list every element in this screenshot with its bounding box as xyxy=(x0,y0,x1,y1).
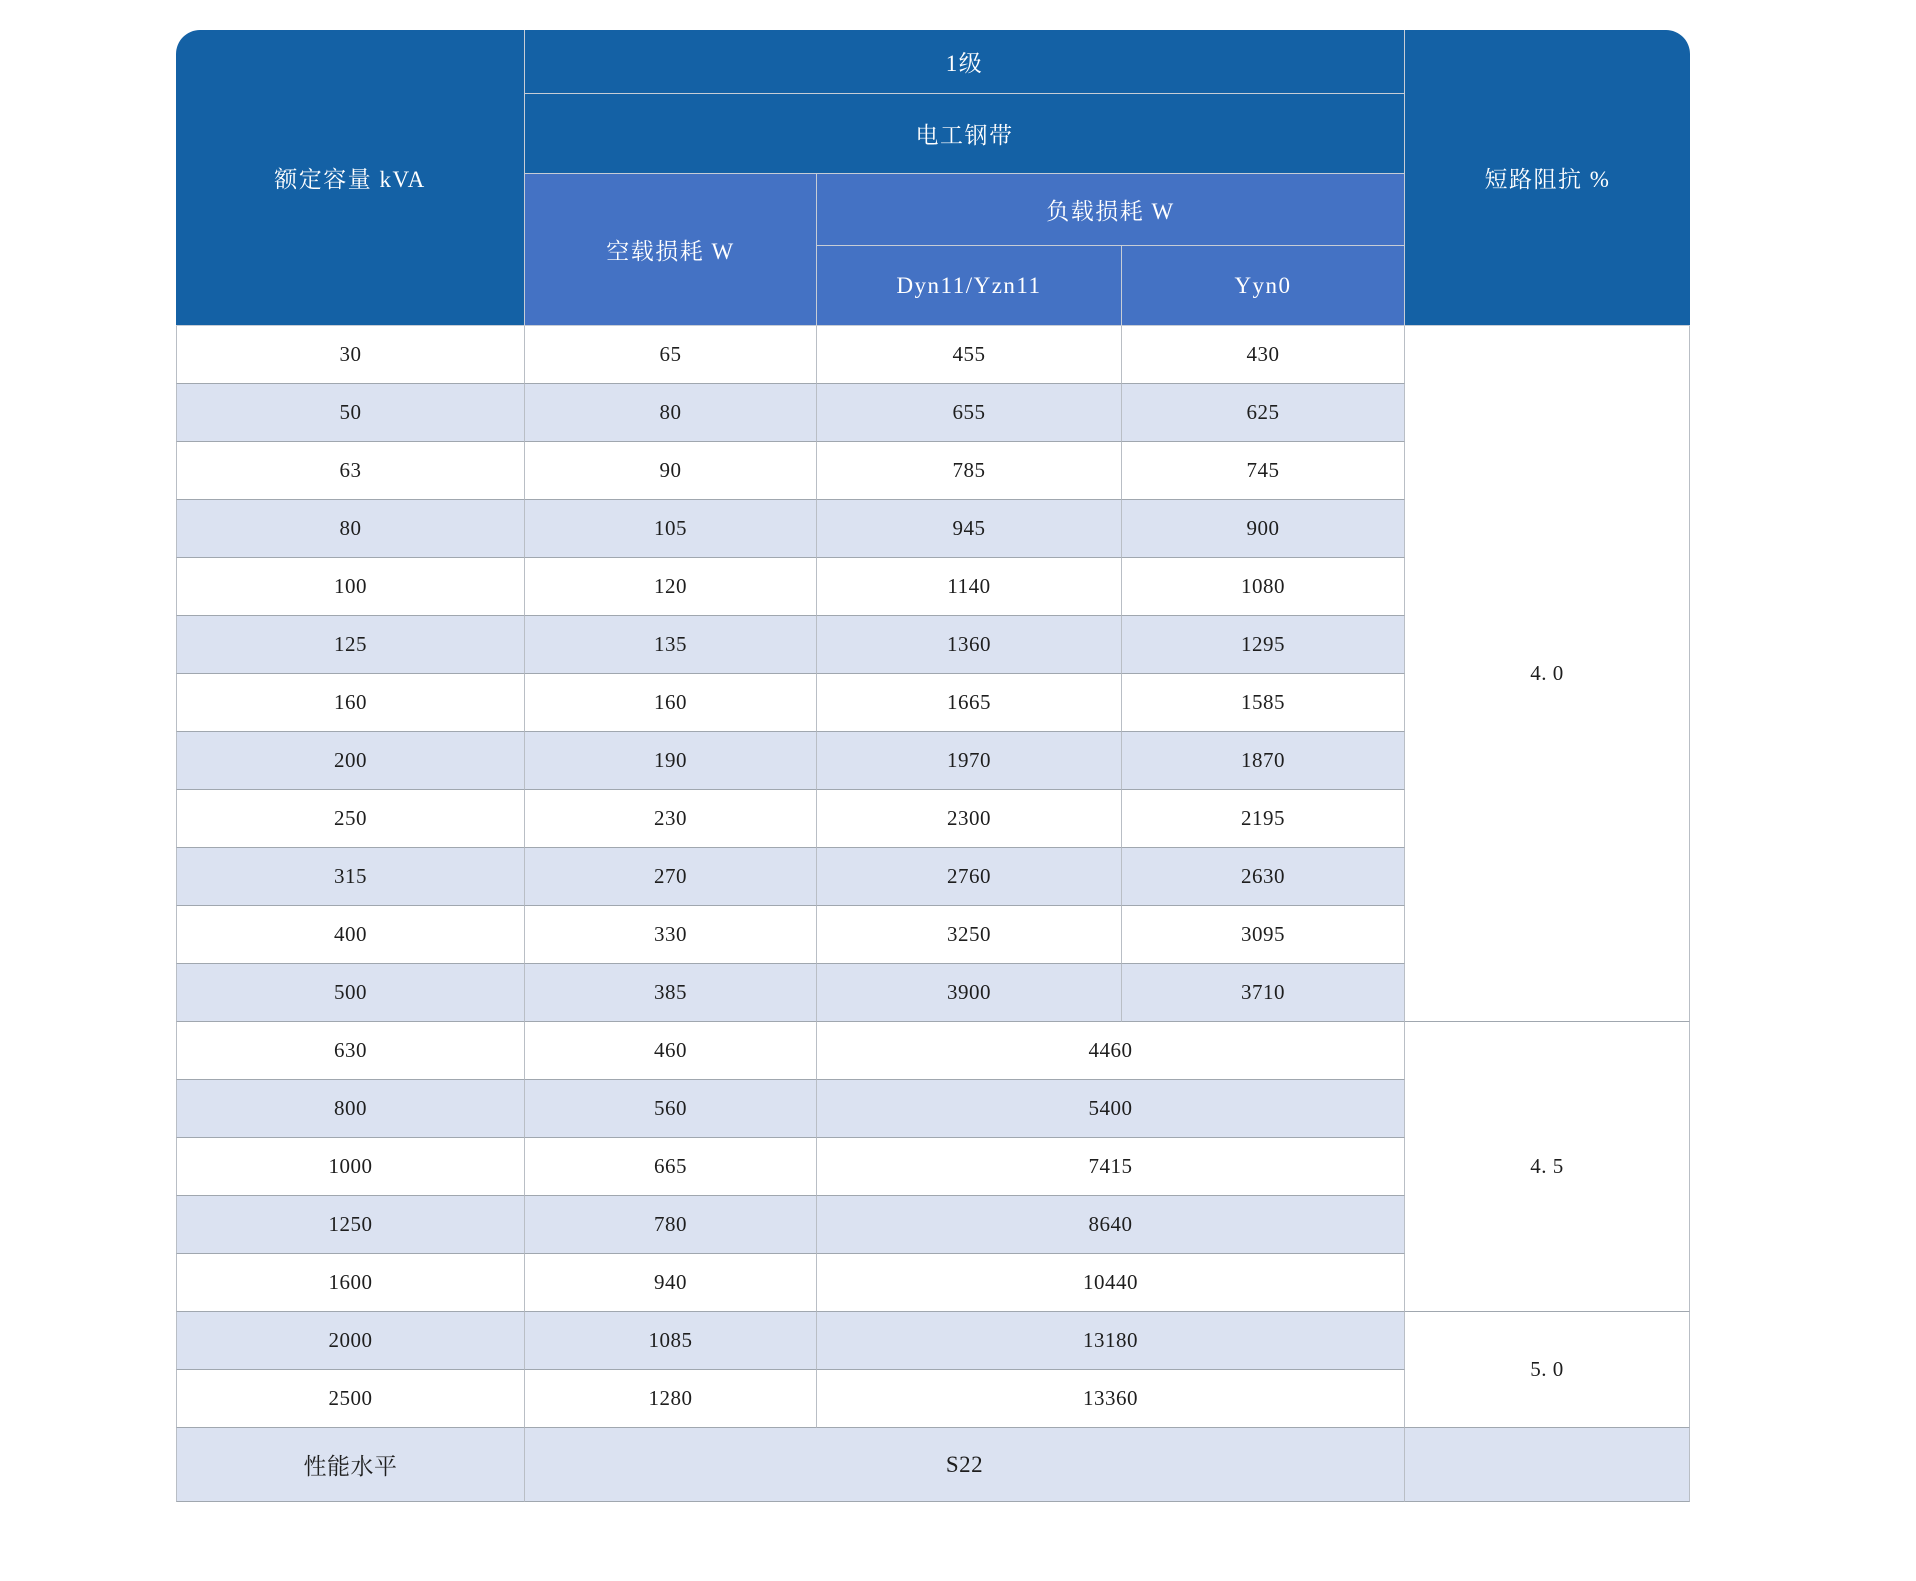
cell-capacity: 630 xyxy=(176,1022,525,1080)
cell-capacity: 1250 xyxy=(176,1196,525,1254)
table-row xyxy=(176,1312,1690,1370)
cell-load-loss-dyn: 3900 xyxy=(817,964,1122,1022)
cell-capacity: 63 xyxy=(176,442,525,500)
cell-load-loss-yyn0: 1585 xyxy=(1122,674,1405,732)
cell-impedance-group-3: 5. 0 xyxy=(1405,1312,1690,1428)
cell-capacity: 100 xyxy=(176,558,525,616)
cell-no-load-loss: 230 xyxy=(525,790,817,848)
cell-load-loss-dyn: 655 xyxy=(817,384,1122,442)
cell-load-loss-merged: 8640 xyxy=(817,1196,1405,1254)
cell-no-load-loss: 385 xyxy=(525,964,817,1022)
header-load-loss: 负载损耗 W xyxy=(817,174,1405,246)
cell-no-load-loss: 105 xyxy=(525,500,817,558)
performance-level-row xyxy=(176,1428,1690,1502)
cell-load-loss-merged: 13180 xyxy=(817,1312,1405,1370)
cell-no-load-loss: 270 xyxy=(525,848,817,906)
cell-load-loss-merged: 5400 xyxy=(817,1080,1405,1138)
cell-load-loss-yyn0: 3095 xyxy=(1122,906,1405,964)
cell-load-loss-dyn: 945 xyxy=(817,500,1122,558)
cell-impedance-group-1: 4. 0 xyxy=(1405,326,1690,1022)
cell-no-load-loss: 190 xyxy=(525,732,817,790)
cell-load-loss-merged: 4460 xyxy=(817,1022,1405,1080)
cell-capacity: 400 xyxy=(176,906,525,964)
header-conn-dyn11: Dyn11/Yzn11 xyxy=(817,246,1122,326)
cell-capacity: 1600 xyxy=(176,1254,525,1312)
cell-impedance-group-2: 4. 5 xyxy=(1405,1022,1690,1312)
cell-load-loss-yyn0: 2630 xyxy=(1122,848,1405,906)
cell-no-load-loss: 80 xyxy=(525,384,817,442)
header-level: 1级 xyxy=(525,30,1405,94)
transformer-spec-table-card xyxy=(176,30,1690,1502)
cell-no-load-loss: 1280 xyxy=(525,1370,817,1428)
cell-load-loss-dyn: 2300 xyxy=(817,790,1122,848)
cell-no-load-loss: 665 xyxy=(525,1138,817,1196)
cell-load-loss-dyn: 455 xyxy=(817,326,1122,384)
cell-load-loss-dyn: 1970 xyxy=(817,732,1122,790)
cell-load-loss-dyn: 3250 xyxy=(817,906,1122,964)
cell-capacity: 30 xyxy=(176,326,525,384)
cell-load-loss-yyn0: 900 xyxy=(1122,500,1405,558)
cell-capacity: 250 xyxy=(176,790,525,848)
cell-load-loss-yyn0: 1295 xyxy=(1122,616,1405,674)
cell-no-load-loss: 780 xyxy=(525,1196,817,1254)
cell-capacity: 2500 xyxy=(176,1370,525,1428)
cell-no-load-loss: 560 xyxy=(525,1080,817,1138)
header-material: 电工钢带 xyxy=(525,94,1405,174)
cell-load-loss-dyn: 1140 xyxy=(817,558,1122,616)
cell-load-loss-yyn0: 430 xyxy=(1122,326,1405,384)
cell-load-loss-yyn0: 2195 xyxy=(1122,790,1405,848)
cell-no-load-loss: 90 xyxy=(525,442,817,500)
cell-capacity: 80 xyxy=(176,500,525,558)
cell-capacity: 125 xyxy=(176,616,525,674)
cell-capacity: 2000 xyxy=(176,1312,525,1370)
table-row xyxy=(176,1022,1690,1080)
cell-load-loss-dyn: 1665 xyxy=(817,674,1122,732)
cell-capacity: 50 xyxy=(176,384,525,442)
performance-level-value: S22 xyxy=(525,1428,1405,1502)
cell-load-loss-yyn0: 3710 xyxy=(1122,964,1405,1022)
cell-load-loss-yyn0: 1080 xyxy=(1122,558,1405,616)
cell-load-loss-yyn0: 625 xyxy=(1122,384,1405,442)
cell-load-loss-yyn0: 1870 xyxy=(1122,732,1405,790)
table-row xyxy=(176,326,1690,384)
cell-capacity: 1000 xyxy=(176,1138,525,1196)
cell-capacity: 160 xyxy=(176,674,525,732)
cell-capacity: 500 xyxy=(176,964,525,1022)
cell-load-loss-dyn: 2760 xyxy=(817,848,1122,906)
transformer-spec-table xyxy=(176,30,1690,1502)
cell-load-loss-yyn0: 745 xyxy=(1122,442,1405,500)
cell-no-load-loss: 460 xyxy=(525,1022,817,1080)
cell-capacity: 800 xyxy=(176,1080,525,1138)
cell-load-loss-dyn: 785 xyxy=(817,442,1122,500)
cell-no-load-loss: 65 xyxy=(525,326,817,384)
cell-load-loss-dyn: 1360 xyxy=(817,616,1122,674)
header-impedance: 短路阻抗 % xyxy=(1405,30,1690,326)
cell-no-load-loss: 330 xyxy=(525,906,817,964)
cell-no-load-loss: 120 xyxy=(525,558,817,616)
performance-level-impedance-empty xyxy=(1405,1428,1690,1502)
cell-capacity: 200 xyxy=(176,732,525,790)
cell-load-loss-merged: 13360 xyxy=(817,1370,1405,1428)
cell-load-loss-merged: 7415 xyxy=(817,1138,1405,1196)
cell-load-loss-merged: 10440 xyxy=(817,1254,1405,1312)
cell-no-load-loss: 160 xyxy=(525,674,817,732)
cell-no-load-loss: 940 xyxy=(525,1254,817,1312)
header-rated-capacity: 额定容量 kVA xyxy=(176,30,525,326)
performance-level-label: 性能水平 xyxy=(176,1428,525,1502)
cell-no-load-loss: 1085 xyxy=(525,1312,817,1370)
header-conn-yyn0: Yyn0 xyxy=(1122,246,1405,326)
cell-capacity: 315 xyxy=(176,848,525,906)
header-no-load-loss: 空载损耗 W xyxy=(525,174,817,326)
cell-no-load-loss: 135 xyxy=(525,616,817,674)
